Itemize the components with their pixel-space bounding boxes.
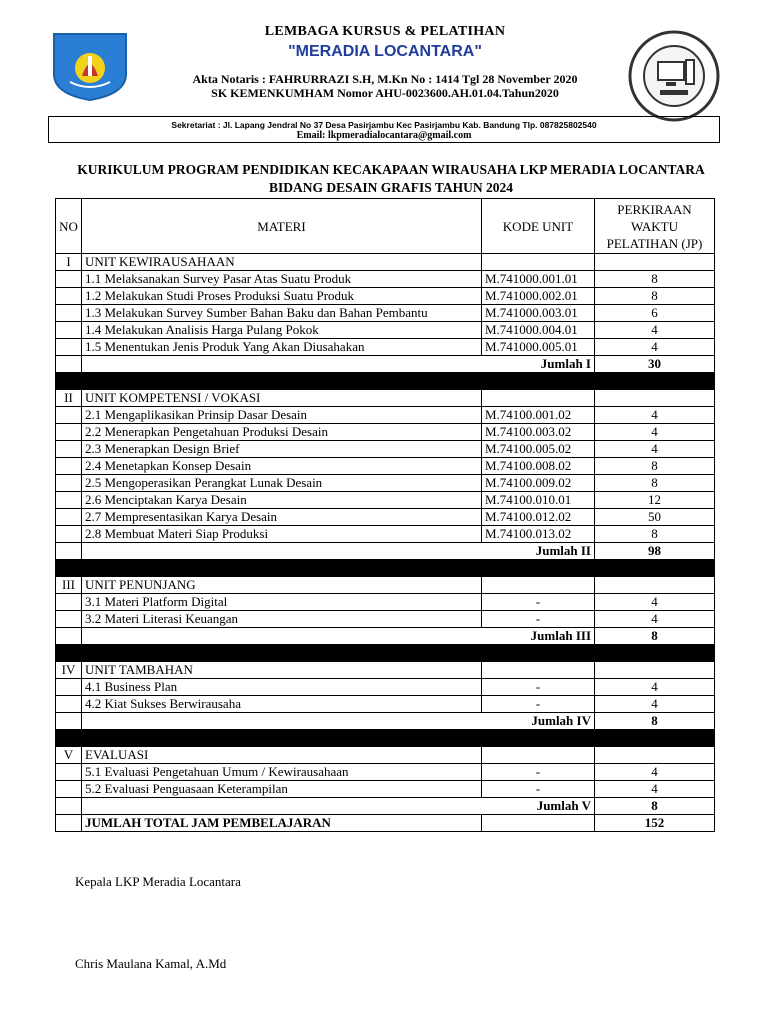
kode-unit-cell: M.741000.001.01 — [482, 271, 595, 288]
jp-cell: 4 — [595, 611, 715, 628]
empty-cell — [56, 798, 82, 815]
subtotal-value: 98 — [595, 543, 715, 560]
kode-unit-cell: M.74100.009.02 — [482, 475, 595, 492]
grand-total-value: 152 — [595, 815, 715, 832]
signature-name: Chris Maulana Kamal, A.Md — [75, 956, 227, 971]
empty-cell — [482, 815, 595, 832]
empty-cell — [56, 475, 82, 492]
table-row — [56, 475, 715, 492]
empty-cell — [56, 509, 82, 526]
separator-row — [56, 645, 715, 662]
kode-unit-cell: - — [482, 679, 595, 696]
jp-cell: 8 — [595, 458, 715, 475]
signature-role: Kepala LKP Meradia Locantara — [75, 874, 241, 889]
separator-cell — [56, 645, 715, 662]
empty-cell — [482, 662, 595, 679]
jp-cell: 4 — [595, 322, 715, 339]
empty-cell — [56, 594, 82, 611]
table-header-row — [56, 199, 715, 254]
kode-unit-cell: M.74100.003.02 — [482, 424, 595, 441]
empty-cell — [482, 254, 595, 271]
jp-cell: 4 — [595, 781, 715, 798]
table-row — [56, 407, 715, 424]
kode-unit-cell: M.74100.005.02 — [482, 441, 595, 458]
empty-cell — [56, 781, 82, 798]
jp-cell: 8 — [595, 526, 715, 543]
materi-cell: 2.1 Mengaplikasikan Prinsip Dasar Desain — [82, 407, 482, 424]
header-kode-unit: KODE UNIT — [482, 199, 595, 254]
document-subtitle: BIDANG DESAIN GRAFIS TAHUN 2024 — [268, 180, 514, 195]
section-title: UNIT KOMPETENSI / VOKASI — [82, 390, 482, 407]
empty-cell — [56, 764, 82, 781]
kode-unit-cell: M.741000.004.01 — [482, 322, 595, 339]
section-header-row — [56, 662, 715, 679]
jp-cell: 8 — [595, 288, 715, 305]
kode-unit-cell: M.74100.008.02 — [482, 458, 595, 475]
kode-unit-cell: - — [482, 611, 595, 628]
section-number: III — [56, 577, 82, 594]
section-title: EVALUASI — [82, 747, 482, 764]
kode-unit-cell: - — [482, 594, 595, 611]
materi-cell: 1.4 Melakukan Analisis Harga Pulang Pokok — [82, 322, 482, 339]
institution-label: LEMBAGA KURSUS & PELATIHAN — [264, 24, 506, 39]
subtotal-value: 8 — [595, 713, 715, 730]
materi-cell: 4.1 Business Plan — [82, 679, 482, 696]
section-header-row — [56, 747, 715, 764]
section-title: UNIT KEWIRAUSAHAAN — [82, 254, 482, 271]
jp-cell: 8 — [595, 271, 715, 288]
empty-cell — [595, 747, 715, 764]
jp-cell: 4 — [595, 764, 715, 781]
section-header-row — [56, 577, 715, 594]
header-no: NO — [56, 199, 82, 254]
table-row — [56, 764, 715, 781]
grand-total-row — [56, 815, 715, 832]
table-row — [56, 781, 715, 798]
empty-cell — [482, 577, 595, 594]
table-row — [56, 696, 715, 713]
subtotal-label: Jumlah I — [82, 356, 595, 373]
section-number: IV — [56, 662, 82, 679]
empty-cell — [56, 526, 82, 543]
table-row — [56, 339, 715, 356]
table-body — [56, 254, 715, 832]
materi-cell: 1.3 Melakukan Survey Sumber Bahan Baku dan Bahan Pembantu — [82, 305, 482, 322]
curriculum-table — [55, 198, 715, 832]
email-text: Email: lkpmeradialocantara@gmail.com — [296, 130, 472, 141]
materi-cell: 5.1 Evaluasi Pengetahuan Umum / Kewirausahaan — [82, 764, 482, 781]
section-number: I — [56, 254, 82, 271]
jp-cell: 12 — [595, 492, 715, 509]
table-row — [56, 305, 715, 322]
notary-info: Akta Notaris : FAHRURRAZI S.H, M.Kn No : 1414 Tgl 28 November 2020 SK KEMENKUMHAM Nomor AHU-0023600.AH.01.04.Tahun2020 — [192, 72, 578, 100]
separator-cell — [56, 373, 715, 390]
subtotal-value: 30 — [595, 356, 715, 373]
kode-unit-cell: M.741000.002.01 — [482, 288, 595, 305]
subtotal-label: Jumlah IV — [82, 713, 595, 730]
empty-cell — [56, 322, 82, 339]
table-row — [56, 492, 715, 509]
jp-cell: 4 — [595, 441, 715, 458]
lkp-meradia-locantara-logo — [628, 30, 720, 122]
materi-cell: 2.5 Mengoperasikan Perangkat Lunak Desain — [82, 475, 482, 492]
kode-unit-cell: M.74100.013.02 — [482, 526, 595, 543]
kode-unit-cell: - — [482, 764, 595, 781]
empty-cell — [595, 390, 715, 407]
empty-cell — [56, 696, 82, 713]
separator-row — [56, 373, 715, 390]
kode-unit-cell: - — [482, 696, 595, 713]
header-materi: MATERI — [82, 199, 482, 254]
materi-cell: 5.2 Evaluasi Penguasaan Keterampilan — [82, 781, 482, 798]
section-header-row — [56, 390, 715, 407]
subtotal-label: Jumlah III — [82, 628, 595, 645]
materi-cell: 2.3 Menerapkan Design Brief — [82, 441, 482, 458]
empty-cell — [482, 747, 595, 764]
kode-unit-cell: M.74100.010.01 — [482, 492, 595, 509]
table-row — [56, 288, 715, 305]
empty-cell — [56, 679, 82, 696]
materi-cell: 2.6 Menciptakan Karya Desain — [82, 492, 482, 509]
materi-cell: 3.1 Materi Platform Digital — [82, 594, 482, 611]
kode-unit-cell: M.74100.001.02 — [482, 407, 595, 424]
materi-cell: 3.2 Materi Literasi Keuangan — [82, 611, 482, 628]
table-row — [56, 679, 715, 696]
jp-cell: 6 — [595, 305, 715, 322]
kode-unit-cell: M.741000.005.01 — [482, 339, 595, 356]
empty-cell — [56, 305, 82, 322]
subtotal-row — [56, 356, 715, 373]
table-row — [56, 271, 715, 288]
separator-row — [56, 560, 715, 577]
empty-cell — [56, 356, 82, 373]
address-text: Sekretariat : Jl. Lapang Jendral No 37 Desa Pasirjambu Kec Pasirjambu Kab. Bandung Tlp. 087825802540 — [171, 120, 597, 130]
subtotal-row — [56, 798, 715, 815]
subtotal-label: Jumlah V — [82, 798, 595, 815]
institution-name: "MERADIA LOCANTARA" — [288, 43, 482, 60]
table-row — [56, 611, 715, 628]
empty-cell — [56, 815, 82, 832]
tut-wuri-handayani-logo — [48, 30, 132, 102]
subtotal-label: Jumlah II — [82, 543, 595, 560]
separator-cell — [56, 560, 715, 577]
section-number: V — [56, 747, 82, 764]
kode-unit-cell: M.741000.003.01 — [482, 305, 595, 322]
empty-cell — [56, 441, 82, 458]
empty-cell — [595, 577, 715, 594]
section-header-row — [56, 254, 715, 271]
subtotal-value: 8 — [595, 628, 715, 645]
separator-cell — [56, 730, 715, 747]
table-row — [56, 526, 715, 543]
subtotal-value: 8 — [595, 798, 715, 815]
empty-cell — [56, 713, 82, 730]
materi-cell: 1.2 Melakukan Studi Proses Produksi Suatu Produk — [82, 288, 482, 305]
empty-cell — [595, 254, 715, 271]
empty-cell — [56, 458, 82, 475]
jp-cell: 4 — [595, 594, 715, 611]
table-row — [56, 509, 715, 526]
address-box — [48, 116, 720, 143]
empty-cell — [56, 339, 82, 356]
jp-cell: 4 — [595, 339, 715, 356]
empty-cell — [56, 611, 82, 628]
kode-unit-cell: M.74100.012.02 — [482, 509, 595, 526]
section-number: II — [56, 390, 82, 407]
materi-cell: 1.5 Menentukan Jenis Produk Yang Akan Diusahakan — [82, 339, 482, 356]
section-title: UNIT TAMBAHAN — [82, 662, 482, 679]
grand-total-label: JUMLAH TOTAL JAM PEMBELAJARAN — [82, 815, 482, 832]
separator-row — [56, 730, 715, 747]
empty-cell — [56, 492, 82, 509]
jp-cell: 4 — [595, 424, 715, 441]
empty-cell — [56, 271, 82, 288]
table-row — [56, 441, 715, 458]
table-row — [56, 458, 715, 475]
subtotal-row — [56, 628, 715, 645]
jp-cell: 50 — [595, 509, 715, 526]
materi-cell: 2.8 Membuat Materi Siap Produksi — [82, 526, 482, 543]
jp-cell: 8 — [595, 475, 715, 492]
table-row — [56, 594, 715, 611]
materi-cell: 2.2 Menerapkan Pengetahuan Produksi Desain — [82, 424, 482, 441]
document-title: KURIKULUM PROGRAM PENDIDIKAN KECAKAPAAN WIRAUSAHA LKP MERADIA LOCANTARA — [77, 162, 705, 177]
jp-cell: 4 — [595, 696, 715, 713]
header-jp: PERKIRAAN WAKTU PELATIHAN (JP) — [595, 199, 715, 254]
empty-cell — [56, 288, 82, 305]
materi-cell: 1.1 Melaksanakan Survey Pasar Atas Suatu Produk — [82, 271, 482, 288]
subtotal-row — [56, 543, 715, 560]
empty-cell — [56, 424, 82, 441]
table-row — [56, 424, 715, 441]
empty-cell — [56, 407, 82, 424]
empty-cell — [56, 628, 82, 645]
empty-cell — [595, 662, 715, 679]
jp-cell: 4 — [595, 407, 715, 424]
kode-unit-cell: - — [482, 781, 595, 798]
section-title: UNIT PENUNJANG — [82, 577, 482, 594]
materi-cell: 2.7 Mempresentasikan Karya Desain — [82, 509, 482, 526]
materi-cell: 2.4 Menetapkan Konsep Desain — [82, 458, 482, 475]
empty-cell — [482, 390, 595, 407]
subtotal-row — [56, 713, 715, 730]
jp-cell: 4 — [595, 679, 715, 696]
table-row — [56, 322, 715, 339]
materi-cell: 4.2 Kiat Sukses Berwirausaha — [82, 696, 482, 713]
empty-cell — [56, 543, 82, 560]
